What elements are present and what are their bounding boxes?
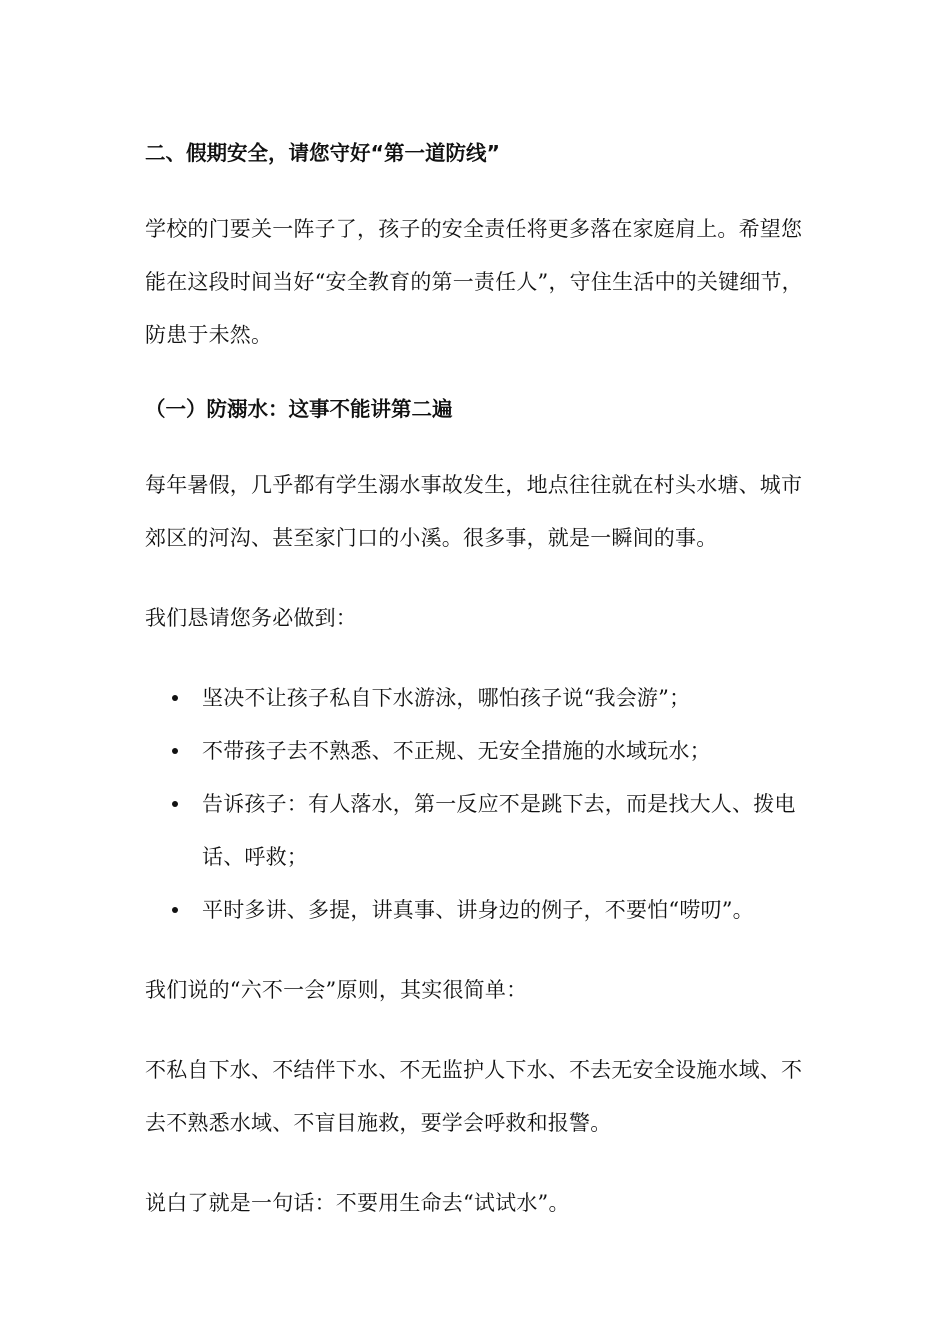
bullet-dot-icon xyxy=(172,907,178,913)
subsection-heading: （一）防溺水：这事不能讲第二遍 xyxy=(145,397,453,421)
bullet-text: 不带孩子去不熟悉、不正规、无安全措施的水域玩水； xyxy=(202,739,711,763)
summary-line: 说白了就是一句话：不要用生命去“试试水”。 xyxy=(145,1191,570,1215)
bullet-text: 平时多讲、多提，讲真事、讲身边的例子，不要怕“唠叨”。 xyxy=(202,898,754,922)
bullet-item xyxy=(145,725,815,778)
section-heading: 二、假期安全，请您守好“第一道防线” xyxy=(145,141,500,165)
bullet-dot-icon xyxy=(172,801,178,807)
safety-bullet-list xyxy=(145,672,815,937)
bullet-item xyxy=(145,778,815,884)
principle-intro: 我们说的“六不一会”原则，其实很简单： xyxy=(145,978,528,1002)
request-intro: 我们恳请您务必做到： xyxy=(145,606,357,630)
intro-paragraph: 学校的门要关一阵子了，孩子的安全责任将更多落在家庭肩上。希望您能在这段时间当好“安全教育的第一责任人”，守住生活中的关键细节，防患于未然。 xyxy=(145,217,803,347)
drowning-paragraph: 每年暑假，几乎都有学生溺水事故发生，地点往往就在村头水塘、城市郊区的河沟、甚至家门口的小溪。很多事，就是一瞬间的事。 xyxy=(145,473,803,550)
document-page xyxy=(145,133,815,1230)
principle-text: 不私自下水、不结伴下水、不无监护人下水、不去无安全设施水域、不去不熟悉水域、不盲目施救，要学会呼救和报警。 xyxy=(145,1058,803,1135)
bullet-item xyxy=(145,672,815,725)
bullet-item xyxy=(145,884,815,937)
bullet-dot-icon xyxy=(172,748,178,754)
bullet-dot-icon xyxy=(172,695,178,701)
bullet-text: 告诉孩子：有人落水，第一反应不是跳下去，而是找大人、拨电话、呼救； xyxy=(202,792,796,869)
bullet-text: 坚决不让孩子私自下水游泳，哪怕孩子说“我会游”； xyxy=(202,686,691,710)
